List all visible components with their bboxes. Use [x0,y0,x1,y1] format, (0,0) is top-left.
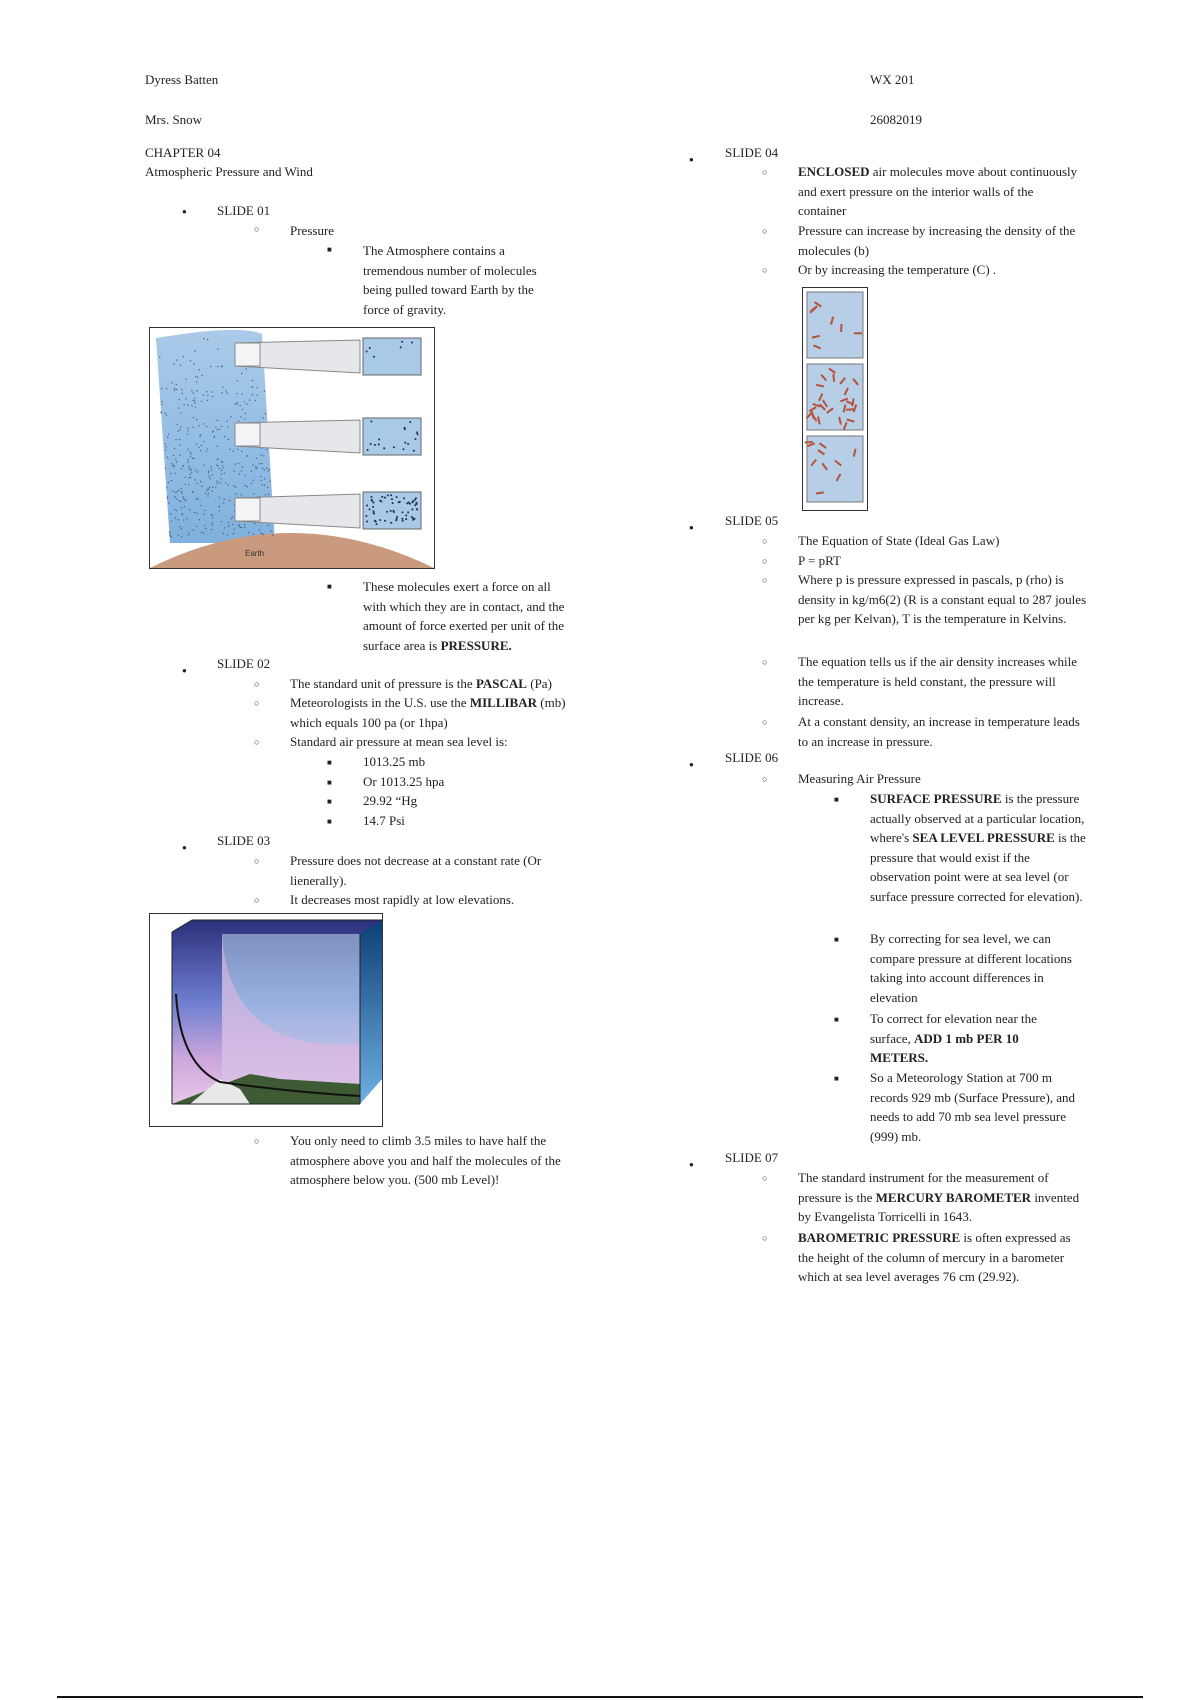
slide-06-text-4: So a Meteorology Station at 700 m records 929 mb (Surface Pressure), and needs to add 70 mb sea level pressure (999) mb. [870,1070,1076,1144]
circle-bullet-icon: ○ [254,1136,260,1146]
slide-02-millibar: Meteorologists in the U.S. use the MILLIBAR (mb) which equals 100 pa (or 1hpa) [290,695,566,730]
circle-bullet-icon: ○ [762,226,768,236]
bullet-icon: ● [182,666,187,675]
page-bottom-rule [57,1696,1143,1698]
value-psi: 14.7 Psi [363,813,405,828]
square-bullet-icon: ■ [327,758,332,767]
chapter-subtitle: Atmospheric Pressure and Wind [145,164,313,179]
value-hpa: Or 1013.25 hpa [363,774,445,789]
bullet-icon: ● [689,523,694,532]
student-name: Dyress Batten [145,72,219,87]
circle-bullet-icon: ○ [254,224,260,234]
slide-07-label: SLIDE 07 [725,1150,779,1165]
square-bullet-icon: ■ [327,245,332,254]
slide-02-label: SLIDE 02 [217,656,271,671]
slide-05-text-1: The Equation of State (Ideal Gas Law) [798,533,1000,548]
square-bullet-icon: ■ [834,795,839,804]
earth-label: Earth [245,549,265,558]
slide-04-text-3: Or by increasing the temperature (C) . [798,262,997,277]
bullet-icon: ● [689,760,694,769]
value-mb: 1013.25 mb [363,754,426,769]
slide-01-sub: Pressure [290,223,335,238]
square-bullet-icon: ■ [834,1015,839,1024]
square-bullet-icon: ■ [834,1074,839,1083]
slide-01-text-2: These molecules exert a force on all with which they are in contact, and the amount of force exerted per unit of the surface area is PRESSURE. [363,579,565,653]
slide-03-label: SLIDE 03 [217,833,271,848]
circle-bullet-icon: ○ [254,737,260,747]
slide-06-text-2: By correcting for sea level, we can compare pressure at different locations taking into account differences in elevation [870,931,1072,1005]
square-bullet-icon: ■ [327,817,332,826]
circle-bullet-icon: ○ [762,575,768,585]
slide-06-label: SLIDE 06 [725,750,779,765]
circle-bullet-icon: ○ [762,1173,768,1183]
circle-bullet-icon: ○ [254,856,260,866]
circle-bullet-icon: ○ [762,657,768,667]
circle-bullet-icon: ○ [762,717,768,727]
slide-04-text-1: ENCLOSED air molecules move about continuously and exert pressure on the interior walls of the container [798,164,1078,218]
slide-04-text-2: Pressure can increase by increasing the density of the molecules (b) [798,223,1076,258]
chapter-title: CHAPTER 04 [145,145,221,160]
bullet-icon: ● [182,207,187,216]
slide-06-sub: Measuring Air Pressure [798,771,921,786]
slide-01-text-1: The Atmosphere contains a tremendous number of molecules being pulled toward Earth by the force of gravity. [363,243,537,317]
slide-05-equation: P = pRT [798,553,841,568]
atmosphere-molecules-figure [149,327,435,569]
circle-bullet-icon: ○ [254,679,260,689]
value-hg: 29.92 “Hg [363,793,418,808]
pressure-altitude-image [150,914,382,1126]
bullet-icon: ● [689,155,694,164]
slide-05-label: SLIDE 05 [725,513,779,528]
course-code: WX 201 [870,72,915,87]
square-bullet-icon: ■ [327,582,332,591]
slide-03-text-3: You only need to climb 3.5 miles to have half the atmosphere above you and half the molecules of the atmosphere below you. (500 mb Level)! [290,1133,561,1187]
slide-06-text-3: To correct for elevation near the surface, ADD 1 mb PER 10 METERS. [870,1011,1037,1065]
circle-bullet-icon: ○ [762,556,768,566]
circle-bullet-icon: ○ [254,698,260,708]
slide-07-text-1: The standard instrument for the measurement of pressure is the MERCURY BAROMETER invented by Evangelista Torricelli in 1643. [798,1170,1080,1224]
enclosed-molecules-image [803,288,867,510]
circle-bullet-icon: ○ [762,265,768,275]
atmosphere-molecules-image [150,328,434,568]
slide-02-unit: The standard unit of pressure is the PASCAL (Pa) [290,676,552,691]
square-bullet-icon: ■ [834,935,839,944]
slide-05-text-4: The equation tells us if the air density increases while the temperature is held constant, the pressure will increase. [798,654,1078,708]
bullet-icon: ● [182,843,187,852]
bullet-icon: ● [689,1160,694,1169]
slide-02-standard: Standard air pressure at mean sea level is: [290,734,508,749]
square-bullet-icon: ■ [327,778,332,787]
circle-bullet-icon: ○ [762,536,768,546]
date: 26082019 [870,112,922,127]
slide-04-label: SLIDE 04 [725,145,779,160]
slide-01-label: SLIDE 01 [217,203,271,218]
slide-03-text-2: It decreases most rapidly at low elevations. [290,892,515,907]
circle-bullet-icon: ○ [762,1233,768,1243]
square-bullet-icon: ■ [327,797,332,806]
circle-bullet-icon: ○ [762,167,768,177]
circle-bullet-icon: ○ [254,895,260,905]
pressure-altitude-figure [149,913,383,1127]
slide-03-text-1: Pressure does not decrease at a constant rate (Or lienerally). [290,853,542,888]
enclosed-molecules-figure [802,287,868,511]
slide-05-text-3: Where p is pressure expressed in pascals, p (rho) is density in kg/m6(2) (R is a constant equal to 287 joules per kg per Kelvan), T is the temperature in Kelvins. [798,572,1087,626]
slide-07-text-2: BAROMETRIC PRESSURE is often expressed as the height of the column of mercury in a barometer which at sea level averages 76 cm (29.92). [798,1230,1071,1284]
circle-bullet-icon: ○ [762,774,768,784]
teacher-name: Mrs. Snow [145,112,203,127]
slide-05-text-5: At a constant density, an increase in temperature leads to an increase in pressure. [798,714,1080,749]
slide-06-text-1: SURFACE PRESSURE is the pressure actually observed at a particular location, where's SEA LEVEL PRESSURE is the pressure that would exist if the observation point were at sea level (or surface pressure corrected for elevation). [870,791,1086,904]
